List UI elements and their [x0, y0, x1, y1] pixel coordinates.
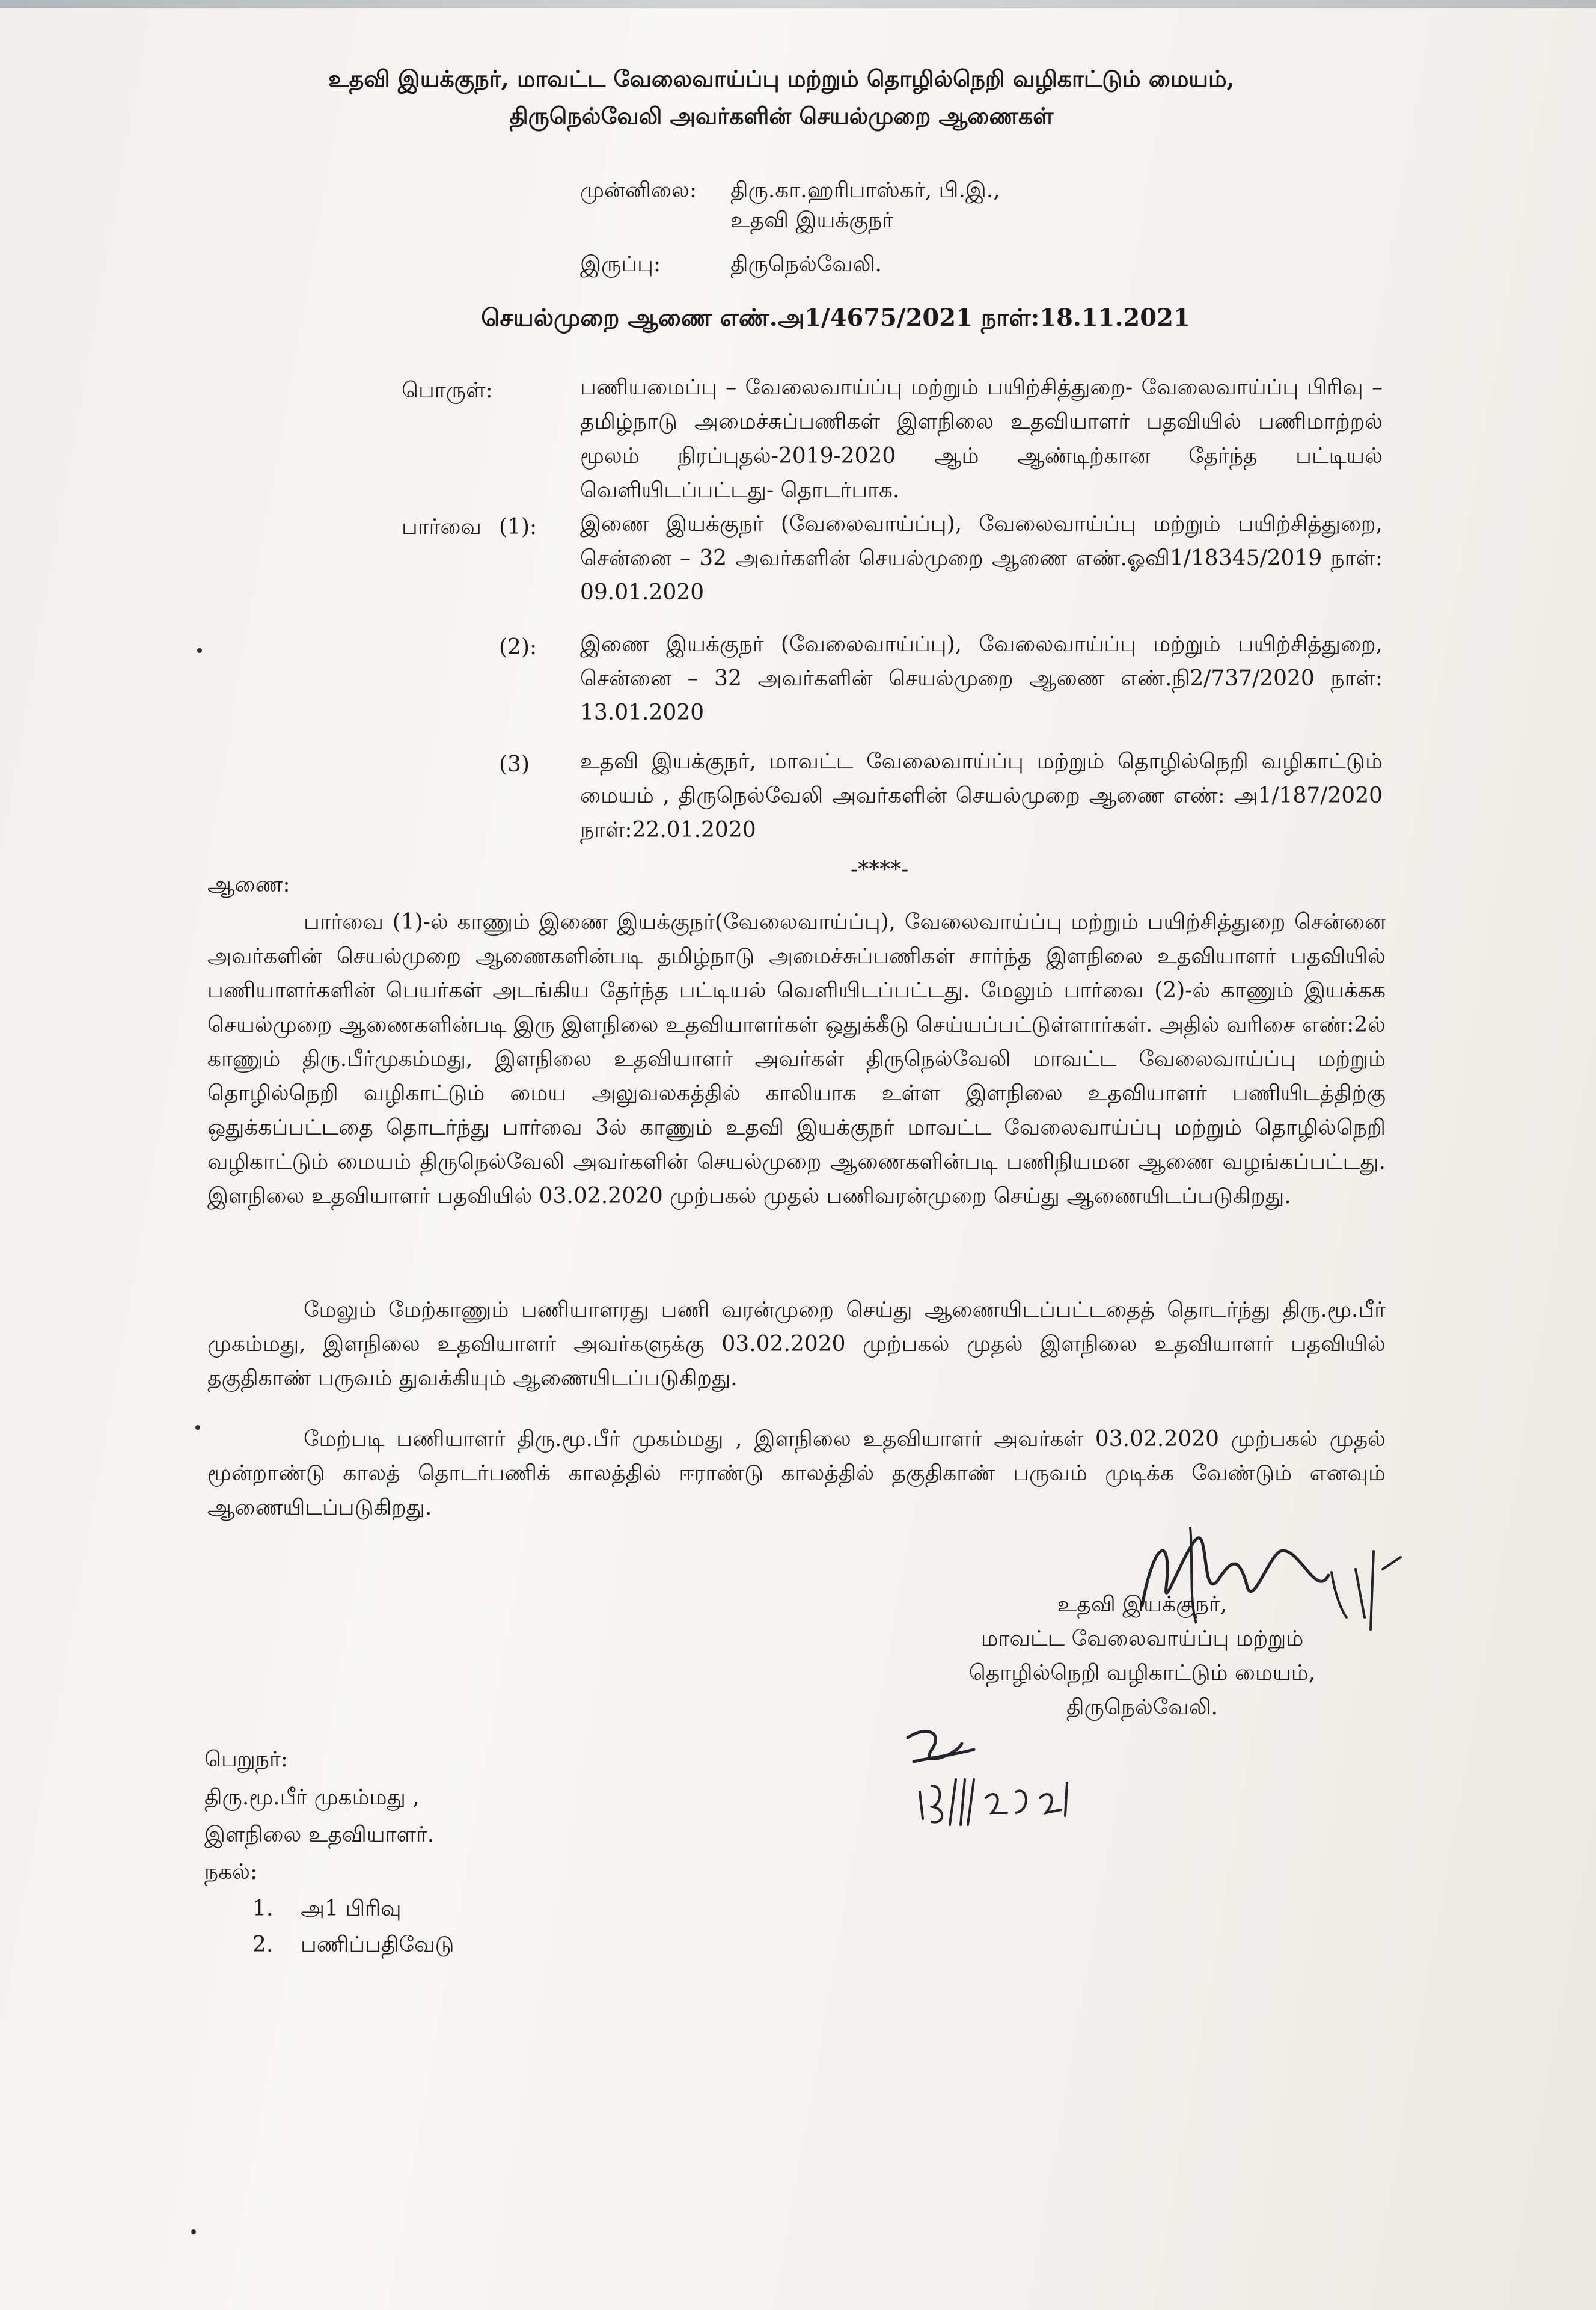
- order-paragraph-2: மேலும் மேற்காணும் பணியாளரது பணி வரன்முறை செய்து ஆணையிடப்பட்டதைத் தொடர்ந்து திரு.மூ.பீர் முகம்மது, இளநிலை உதவியாளர் அவர்களுக்கு 03.02.2020 முற்பகல் முதல் இளநிலை உதவியாளர் பதவியில் தகுதிகாண் பருவம் துவக்கியும் ஆணையிடப்படுகிறது.: [207, 1297, 1386, 1391]
- header-line-1: உதவி இயக்குநர், மாவட்ட வேலைவாய்ப்பு மற்றும் தொழில்நெறி வழிகாட்டும் மையம்,: [328, 65, 1235, 92]
- copy-label: நகல்:: [204, 1860, 258, 1884]
- separator: -****-: [851, 857, 909, 882]
- presence-designation: உதவி இயக்குநர்: [730, 208, 894, 233]
- presence-label: முன்னிலை:: [580, 178, 697, 203]
- recipient-designation: இளநிலை உதவியாளர்.: [204, 1822, 435, 1847]
- signatory-line-1: உதவி இயக்குநர்,: [1057, 1592, 1228, 1617]
- copy-item-2-number: 2.: [252, 1932, 274, 1957]
- order-paragraph-3: மேற்படி பணியாளர் திரு.மூ.பீர் முகம்மது , இளநிலை உதவியாளர் அவர்கள் 03.02.2020 முற்பகல் முதல் மூன்றாண்டு காலத் தொடர்பணிக் காலத்தில் ஈராண்டு காலத்தில் தகுதிகாண் பருவம் முடிக்க வேண்டும் எனவும் ஆணையிடப்படுகிறது.: [207, 1427, 1386, 1520]
- header-line-2: திருநெல்வேலி அவர்களின் செயல்முறை ஆணைகள்: [509, 102, 1054, 129]
- scan-speck: [197, 648, 202, 653]
- order-paragraph-1: பார்வை (1)-ல் காணும் இணை இயக்குநர்(வேலைவாய்ப்பு), வேலைவாய்ப்பு மற்றும் பயிற்சித்துறை சென்னை அவர்களின் செயல்முறை ஆணைகளின்படி தமிழ்நாடு அமைச்சுப்பணிகள் சார்ந்த இளநிலை உதவியாளர் பதவியில் பணியாளர்களின் பெயர்கள் அடங்கிய தேர்ந்த பட்டியல் வெளியிடப்பட்டது. மேலும் பார்வை (2)-ல் காணும் இயக்கக செயல்முறை ஆணைகளின்படி இரு இளநிலை உதவியாளர்கள் ஒதுக்கீடு செய்யப்பட்டுள்ளார்கள். அதில் வரிசை எண்:2ல் காணும் திரு.பீர்முகம்மது, இளநிலை உதவியாளர் அவர்கள் திருநெல்வேலி மாவட்ட வேலைவாய்ப்பு மற்றும் தொழில்நெறி வழிகாட்டும் மைய அலுவலகத்தில் காலியாக உள்ள இளநிலை உதவியாளர் பணியிடத்திற்கு ஒதுக்கப்பட்டதை தொடர்ந்து பார்வை 3ல் காணும் உதவி இயக்குநர் மாவட்ட வேலைவாய்ப்பு மற்றும் தொழில்நெறி வழிகாட்டும் மையம் திருநெல்வேலி அவர்களின் செயல்முறை ஆணைகளின்படி பணிநியமன ஆணை வழங்கப்பட்டது. இளநிலை உதவியாளர் பதவியில் 03.02.2020 முற்பகல் முதல் பணிவரன்முறை செய்து ஆணையிடப்படுகிறது.: [207, 910, 1386, 1209]
- scan-edge: [0, 0, 1596, 8]
- copy-item-2-text: பணிப்பதிவேடு: [301, 1932, 454, 1957]
- presence-name: திரு.கா.ஹரிபாஸ்கர், பி.இ.,: [730, 178, 1000, 203]
- signatory-line-4: திருநெல்வேலி.: [1066, 1695, 1218, 1720]
- subject-label: பொருள்:: [402, 378, 493, 403]
- copy-item-1-number: 1.: [252, 1896, 274, 1921]
- recipient-name: திரு.மூ.பீர் முகம்மது ,: [204, 1785, 420, 1810]
- reference-1-text: இணை இயக்குநர் (வேலைவாய்ப்பு), வேலைவாய்ப்பு மற்றும் பயிற்சித்துறை, சென்னை – 32 அவர்களின் செயல்முறை ஆணை எண்.ஓவி1/18345/2019 நாள்: 09.01.2020: [580, 512, 1383, 605]
- recipient-label: பெறுநர்:: [204, 1747, 288, 1772]
- scan-speck: [191, 2229, 196, 2234]
- location-value: திருநெல்வேலி.: [730, 252, 882, 277]
- handwritten-initials-date: [890, 1714, 1082, 1834]
- location-label: இருப்பு:: [580, 252, 661, 277]
- reference-label: பார்வை: [402, 515, 482, 539]
- reference-2-number: (2):: [499, 635, 537, 660]
- signatory-line-3: தொழில்நெறி வழிகாட்டும் மையம்,: [968, 1661, 1316, 1685]
- reference-3-text: உதவி இயக்குநர், மாவட்ட வேலைவாய்ப்பு மற்றும் தொழில்நெறி வழிகாட்டும் மையம் , திருநெல்வேலி அவர்களின் செயல்முறை ஆணை எண்: அ1/187/2020 நாள்:22.01.2020: [580, 749, 1383, 842]
- reference-2-text: இணை இயக்குநர் (வேலைவாய்ப்பு), வேலைவாய்ப்பு மற்றும் பயிற்சித்துறை, சென்னை – 32 அவர்களின் செயல்முறை ஆணை எண்.நி2/737/2020 நாள்: 13.01.2020: [580, 632, 1383, 725]
- signatory-line-2: மாவட்ட வேலைவாய்ப்பு மற்றும்: [980, 1626, 1304, 1651]
- order-number: செயல்முறை ஆணை எண்.அ1/4675/2021 நாள்:18.11.2021: [481, 304, 1190, 332]
- subject-text: பணியமைப்பு – வேலைவாய்ப்பு மற்றும் பயிற்சித்துறை- வேலைவாய்ப்பு பிரிவு – தமிழ்நாடு அமைச்சுப்பணிகள் இளநிலை உதவியாளர் பதவியில் பணிமாற்றல் மூலம் நிரப்புதல்-2019-2020 ஆம் ஆண்டிற்கான தேர்ந்த பட்டியல் வெளியிடப்பட்டது- தொடர்பாக.: [580, 375, 1383, 503]
- reference-3-number: (3): [499, 752, 530, 777]
- copy-item-1-text: அ1 பிரிவு: [301, 1896, 402, 1921]
- reference-1-number: (1):: [499, 515, 537, 539]
- scan-speck: [195, 1425, 200, 1430]
- order-label: ஆணை:: [207, 872, 290, 897]
